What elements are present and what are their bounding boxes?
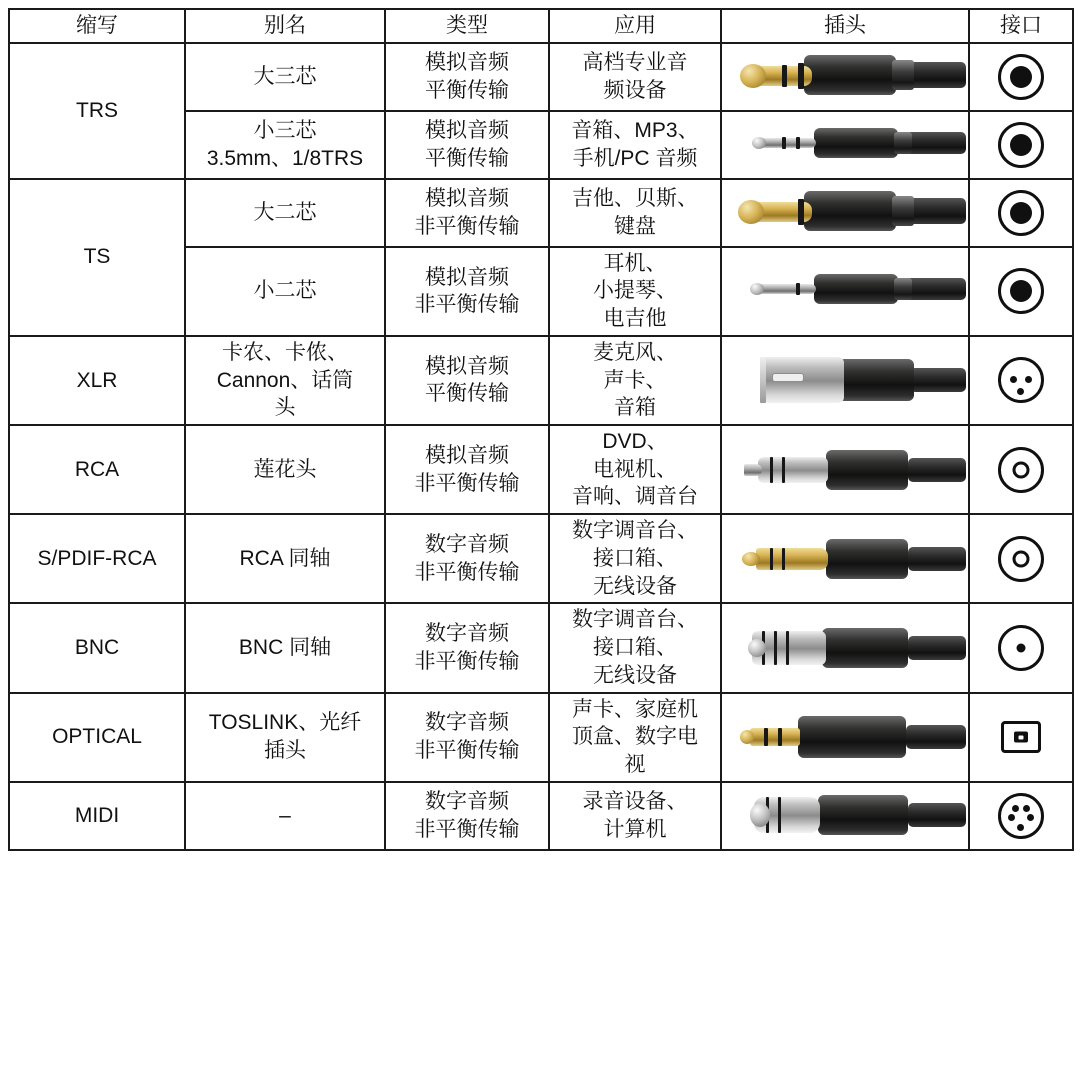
type-line: 数字音频 bbox=[425, 622, 509, 646]
abbr-rca: RCA bbox=[9, 425, 185, 514]
app-line: 接口箱、 bbox=[593, 546, 677, 570]
rca-gold-plug-icon bbox=[726, 528, 966, 590]
table-row bbox=[9, 693, 1073, 782]
abbr-spdif-rca: S/PDIF-RCA bbox=[9, 514, 185, 603]
app-cell bbox=[549, 514, 721, 603]
app-line: 无线设备 bbox=[593, 574, 677, 598]
connector-table bbox=[8, 8, 1074, 851]
type-line: 平衡传输 bbox=[425, 382, 509, 406]
app-cell bbox=[549, 425, 721, 514]
table-row bbox=[9, 336, 1073, 425]
type-cell bbox=[385, 111, 549, 179]
type-line: 非平衡传输 bbox=[414, 739, 520, 763]
app-line: 手机/PC 音频 bbox=[572, 146, 698, 170]
jack-cell bbox=[969, 693, 1073, 782]
abbr-bnc: BNC bbox=[9, 603, 185, 692]
ts-jack-filled-icon bbox=[998, 268, 1044, 314]
type-cell bbox=[385, 603, 549, 692]
app-line: 电视机、 bbox=[593, 457, 677, 481]
table-row bbox=[9, 782, 1073, 850]
plug-cell bbox=[721, 111, 969, 179]
type-line: 数字音频 bbox=[425, 711, 509, 735]
jack-cell bbox=[969, 111, 1073, 179]
alias-line: 卡农、卡侬、 bbox=[222, 340, 348, 364]
abbr-xlr: XLR bbox=[9, 336, 185, 425]
bnc-plug-icon bbox=[726, 617, 966, 679]
type-cell bbox=[385, 782, 549, 850]
app-line: 音箱 bbox=[614, 396, 656, 420]
app-cell bbox=[549, 247, 721, 336]
app-cell bbox=[549, 693, 721, 782]
type-line: 非平衡传输 bbox=[414, 560, 520, 584]
type-line: 模拟音频 bbox=[425, 187, 509, 210]
jack-cell bbox=[969, 425, 1073, 514]
alias-line: BNC 同轴 bbox=[238, 636, 332, 660]
alias-line: Cannon、话筒 bbox=[216, 368, 354, 392]
table-row bbox=[9, 425, 1073, 514]
rca-jack-ring-icon bbox=[998, 536, 1044, 582]
type-line: 模拟音频 bbox=[425, 354, 509, 378]
app-cell bbox=[549, 179, 721, 247]
type-cell bbox=[385, 247, 549, 336]
trs-jack-filled-icon bbox=[998, 54, 1044, 100]
plug-cell bbox=[721, 603, 969, 692]
xlr-jack-3pin-icon bbox=[998, 357, 1044, 403]
alias-cell bbox=[185, 782, 385, 850]
optical-toslink-plug-icon bbox=[726, 706, 966, 768]
jack-cell bbox=[969, 603, 1073, 692]
jack-cell bbox=[969, 43, 1073, 111]
plug-cell bbox=[721, 247, 969, 336]
trs-mini-plug-icon bbox=[726, 114, 966, 176]
alias-cell bbox=[185, 603, 385, 692]
abbr-optical: OPTICAL bbox=[9, 693, 185, 782]
type-cell bbox=[385, 179, 549, 247]
jack-cell bbox=[969, 514, 1073, 603]
app-cell bbox=[549, 603, 721, 692]
type-line: 非平衡传输 bbox=[414, 214, 520, 238]
plug-cell bbox=[721, 782, 969, 850]
app-cell bbox=[549, 43, 721, 111]
table-header-row bbox=[9, 9, 1073, 43]
ts-mini-plug-icon bbox=[726, 260, 966, 322]
alias-line: TOSLINK、光纤 bbox=[208, 711, 362, 735]
app-line: 声卡、家庭机 bbox=[572, 697, 698, 721]
alias-line: 头 bbox=[274, 396, 296, 420]
table-row bbox=[9, 514, 1073, 603]
type-line: 模拟音频 bbox=[425, 265, 509, 289]
type-line: 平衡传输 bbox=[425, 78, 509, 102]
app-line: 耳机、 bbox=[603, 251, 667, 275]
app-line: 无线设备 bbox=[593, 663, 677, 687]
type-line: 非平衡传输 bbox=[414, 817, 520, 841]
abbr-midi: MIDI bbox=[9, 782, 185, 850]
type-line: 平衡传输 bbox=[425, 146, 509, 170]
plug-cell bbox=[721, 336, 969, 425]
header-type: 类型 bbox=[385, 9, 549, 43]
plug-cell bbox=[721, 693, 969, 782]
rca-jack-ring-icon bbox=[998, 447, 1044, 493]
alias-cell bbox=[185, 336, 385, 425]
alias-line: RCA 同轴 bbox=[239, 546, 331, 570]
ts-jack-filled-icon bbox=[998, 190, 1044, 236]
type-cell bbox=[385, 336, 549, 425]
midi-din-plug-icon bbox=[726, 785, 966, 847]
alias-line: 小二芯 bbox=[253, 279, 317, 303]
type-line: 非平衡传输 bbox=[414, 471, 520, 495]
app-line: 数字调音台、 bbox=[572, 608, 698, 632]
type-line: 数字音频 bbox=[425, 533, 509, 557]
app-line: DVD、 bbox=[602, 430, 668, 454]
header-app: 应用 bbox=[549, 9, 721, 43]
type-line: 数字音频 bbox=[425, 789, 509, 813]
alias-line: 3.5mm、1/8TRS bbox=[206, 146, 364, 170]
header-alias: 别名 bbox=[185, 9, 385, 43]
app-cell bbox=[549, 111, 721, 179]
midi-jack-5pin-icon bbox=[998, 793, 1044, 839]
type-line: 模拟音频 bbox=[425, 119, 509, 142]
jack-cell bbox=[969, 336, 1073, 425]
plug-cell bbox=[721, 43, 969, 111]
type-cell bbox=[385, 43, 549, 111]
abbr-trs: TRS bbox=[9, 43, 185, 179]
alias-line: 大二芯 bbox=[253, 200, 317, 224]
app-line: 吉他、贝斯、 bbox=[572, 187, 698, 210]
app-line: 高档专业音 bbox=[582, 51, 688, 74]
jack-cell bbox=[969, 247, 1073, 336]
app-line: 顶盒、数字电 bbox=[572, 725, 698, 749]
alias-cell bbox=[185, 111, 385, 179]
alias-line: 插头 bbox=[264, 739, 306, 763]
app-line: 数字调音台、 bbox=[572, 519, 698, 543]
alias-line: – bbox=[279, 803, 291, 827]
app-line: 小提琴、 bbox=[593, 279, 677, 303]
alias-cell bbox=[185, 179, 385, 247]
type-line: 非平衡传输 bbox=[414, 293, 520, 317]
jack-cell bbox=[969, 179, 1073, 247]
jack-cell bbox=[969, 782, 1073, 850]
table-row bbox=[9, 603, 1073, 692]
bnc-jack-dot-icon bbox=[998, 625, 1044, 671]
app-cell bbox=[549, 336, 721, 425]
app-line: 接口箱、 bbox=[593, 636, 677, 660]
type-cell bbox=[385, 514, 549, 603]
alias-cell bbox=[185, 43, 385, 111]
type-line: 模拟音频 bbox=[425, 51, 509, 74]
optical-square-jack-icon bbox=[1001, 721, 1041, 753]
app-line: 计算机 bbox=[603, 817, 667, 841]
app-line: 键盘 bbox=[614, 214, 656, 238]
rca-silver-plug-icon bbox=[726, 439, 966, 501]
header-abbr: 缩写 bbox=[9, 9, 185, 43]
alias-cell bbox=[185, 425, 385, 514]
app-line: 声卡、 bbox=[603, 368, 667, 392]
ts-large-gold-plug-icon bbox=[726, 182, 966, 244]
plug-cell bbox=[721, 514, 969, 603]
alias-line: 莲花头 bbox=[253, 457, 317, 481]
app-line: 电吉他 bbox=[603, 307, 667, 331]
trs-large-gold-plug-icon bbox=[726, 46, 966, 108]
trs-jack-filled-icon bbox=[998, 122, 1044, 168]
alias-cell bbox=[185, 693, 385, 782]
type-cell bbox=[385, 425, 549, 514]
table-row bbox=[9, 43, 1073, 111]
xlr-plug-icon bbox=[726, 347, 966, 413]
app-line: 麦克风、 bbox=[593, 340, 677, 364]
app-cell bbox=[549, 782, 721, 850]
header-jack: 接口 bbox=[969, 9, 1073, 43]
app-line: 录音设备、 bbox=[582, 789, 688, 813]
table-row bbox=[9, 179, 1073, 247]
alias-line: 大三芯 bbox=[253, 64, 317, 88]
header-plug: 插头 bbox=[721, 9, 969, 43]
app-line: 视 bbox=[624, 752, 646, 776]
abbr-ts: TS bbox=[9, 179, 185, 336]
plug-cell bbox=[721, 179, 969, 247]
alias-cell bbox=[185, 247, 385, 336]
plug-cell bbox=[721, 425, 969, 514]
type-line: 模拟音频 bbox=[425, 443, 509, 467]
type-cell bbox=[385, 693, 549, 782]
app-line: 音箱、MP3、 bbox=[571, 119, 699, 142]
alias-cell bbox=[185, 514, 385, 603]
alias-line: 小三芯 bbox=[253, 119, 317, 142]
type-line: 非平衡传输 bbox=[414, 649, 520, 673]
app-line: 频设备 bbox=[603, 78, 667, 102]
app-line: 音响、调音台 bbox=[572, 485, 698, 509]
